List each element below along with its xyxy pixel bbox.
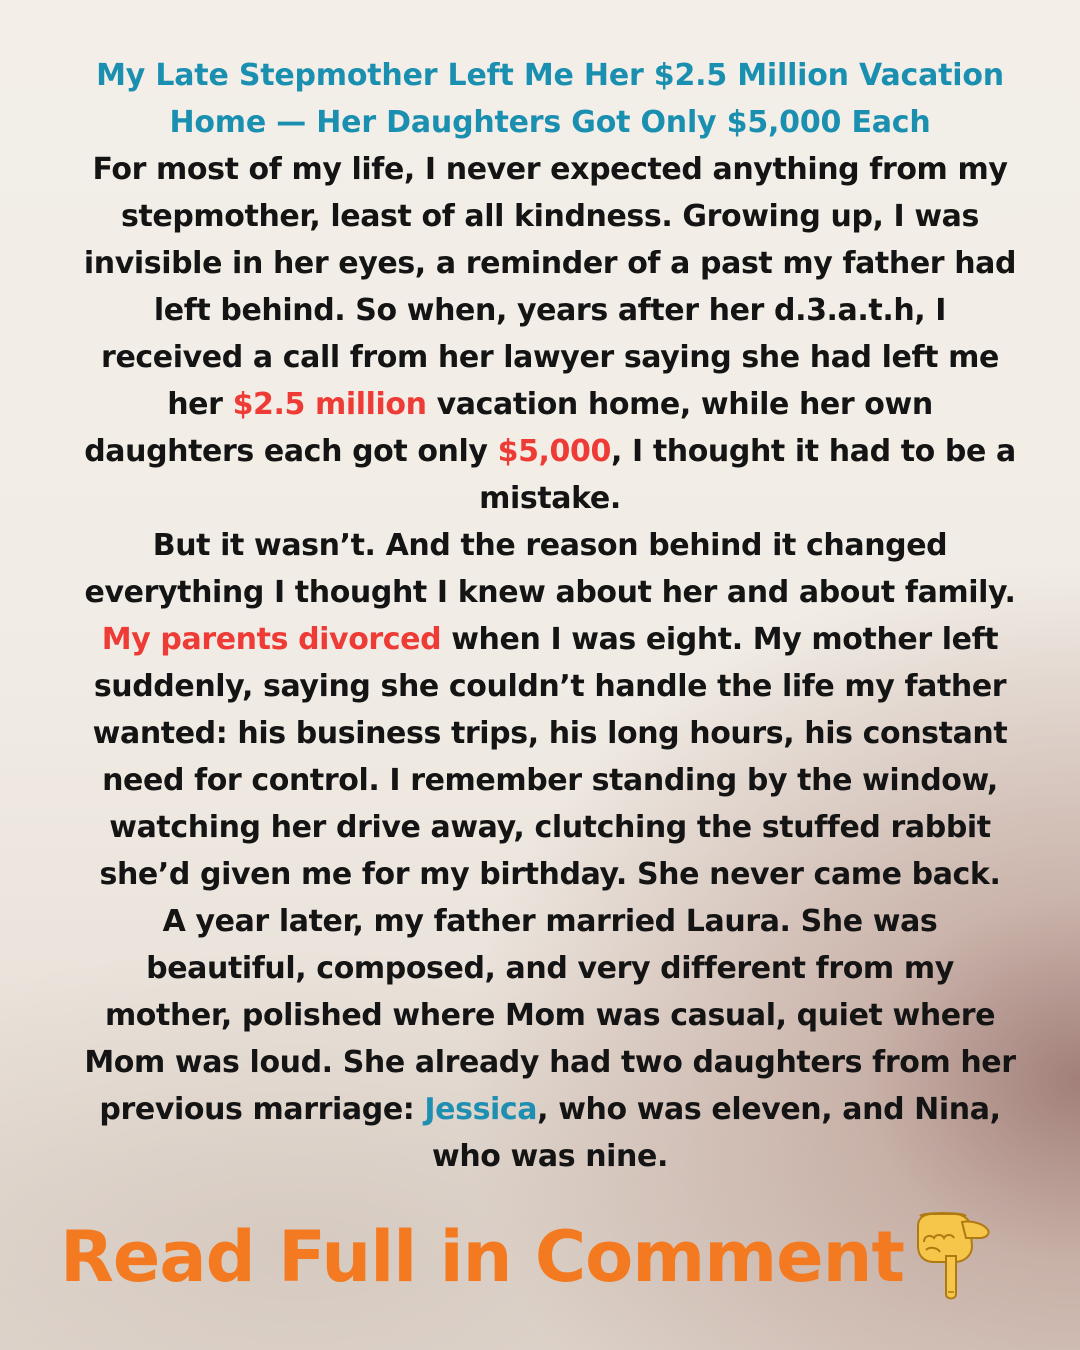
read-full-cta[interactable]	[60, 1212, 1020, 1302]
paragraph-3-text: when I was eight. My mother left suddenly, saying she couldn’t handle the life my father wanted: his business trips, his long hours, his constant need for control. I remember standing by the window, watching her drive away, clutching the stuffed rabbit she’d given me for my birthday. She never came back.	[92, 622, 1008, 892]
paragraph-3	[80, 616, 1020, 898]
pointing-down-hand-icon	[910, 1212, 992, 1302]
paragraph-1	[80, 146, 1020, 522]
paragraph-4	[80, 898, 1020, 1180]
highlight-amount-daughters: $5,000	[497, 434, 611, 469]
paragraph-2: But it wasn’t. And the reason behind it changed everything I thought I knew about her and about family.	[84, 528, 1016, 610]
highlight-jessica: Jessica	[424, 1092, 538, 1127]
paragraph-1-text-b: vacation home, while her own daughters each got only	[84, 387, 933, 469]
story-title: My Late Stepmother Left Me Her $2.5 Million Vacation Home — Her Daughters Got Only $5,000 Each	[96, 58, 1004, 140]
story-content	[80, 52, 1020, 1180]
paragraph-4-text-b: , who was eleven, and Nina, who was nine.	[432, 1092, 1001, 1174]
paragraph-1-text-a: For most of my life, I never expected anything from my stepmother, least of all kindness. Growing up, I was invisible in her eyes, a reminder of a past my father had left behind. So when, years after her d.3.a.t.h, I received a call from her lawyer saying she had left me her	[83, 152, 1017, 422]
highlight-divorced: My parents divorced	[101, 622, 442, 657]
highlight-amount-home: $2.5 million	[232, 387, 427, 422]
paragraph-1-text-c: , I thought it had to be a mistake.	[479, 434, 1016, 516]
paragraph-4-text-a: A year later, my father married Laura. She was beautiful, composed, and very different from my mother, polished where Mom was casual, quiet where Mom was loud. She already had two daughters from her previous marriage:	[84, 904, 1016, 1127]
cta-text: Read Full in Comment	[60, 1216, 904, 1298]
